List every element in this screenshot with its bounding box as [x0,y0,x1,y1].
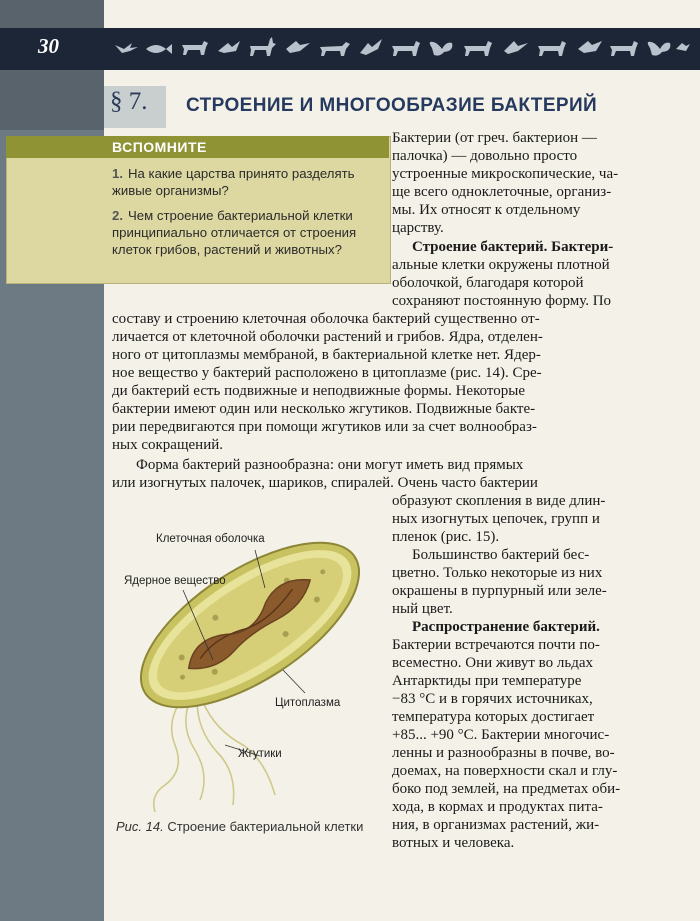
quadruped-icon [182,41,208,55]
body-line: боко под землей, на предметах оби- [392,781,621,797]
quadruped-icon [538,41,566,56]
body-line-heading: Распространение бактерий. [412,619,600,635]
figure-caption [116,818,376,836]
bacterial-cell-illustration [105,520,395,820]
body-line: ния, в организмах растений, жи- [392,817,600,833]
bird-icon [360,39,382,55]
quadruped-icon [392,41,420,56]
label-flagella: Жгутики [238,748,282,760]
body-line: ных сокращений. [112,437,223,453]
body-line: ное вещество у бактерий расположено в цитоплазме (рис. 14). Сре- [112,365,542,381]
body-line: доемах, на поверхности скал и глу- [392,763,618,779]
body-line: или изогнутых палочек, шариков, спиралей. Очень часто бактерии [112,475,538,491]
body-line: ный цвет. [392,601,453,617]
butterfly-icon [648,42,671,56]
recall-question [112,165,367,199]
recall-title: ВСПОМНИТЕ [112,139,207,155]
bird-icon [504,41,528,54]
body-line: всеместно. Они живут во льдах [392,655,594,671]
figure-caption-prefix: Рис. 14. [116,819,164,834]
bird-icon [115,43,138,53]
butterfly-icon [430,42,453,56]
page-number: 30 [38,34,59,58]
deer-icon [250,37,276,56]
body-line-heading: Строение бактерий. Бактери- [412,239,614,255]
body-line: ных изогнутых цепочек, групп и [392,511,600,527]
body-line: −83 °С и в горячих источниках, [392,691,593,707]
quadruped-icon [610,41,638,56]
body-line: Форма бактерий разнообразна: они могут иметь вид прямых [136,457,524,473]
body-line: образуют скопления в виде длин- [392,493,606,509]
section-title: СТРОЕНИЕ И МНОГООБРАЗИЕ БАКТЕРИЙ [186,95,598,116]
quadruped-icon [464,41,492,56]
body-line: +85... +90 °С. Бактерии многочис- [392,727,610,743]
body-line: ще всего одноклеточные, организ- [392,184,612,200]
fish-icon [146,44,172,54]
body-line: устроенные микроскопические, ча- [392,166,619,182]
body-line: царству. [392,220,444,236]
figure-caption-text: Строение бактериальной клетки [167,819,364,834]
section-number: § 7. [110,88,148,115]
body-line: цветно. Только некоторые из них [392,565,603,581]
body-line: Бактерии встречаются почти по- [392,637,600,653]
recall-question-text: Чем строение бактериальной клетки принципиально отличается от строения клеток грибов, растений и животных? [112,208,357,257]
body-line: сохраняют постоянную форму. По [392,293,612,309]
body-line: температура которых достигает [392,709,595,725]
body-line: составу и строению клеточная оболочка бактерий существенно от- [112,311,540,327]
quadruped-icon [320,42,350,56]
recall-question [112,207,374,258]
bird-icon [218,41,240,53]
label-nuclear-matter: Ядерное вещество [124,575,226,587]
body-line: оболочкой, благодаря которой [392,275,584,291]
recall-question-number: 1. [112,166,123,181]
bird-icon [286,41,310,53]
body-line: палочка) — довольно просто [392,148,578,164]
bird-icon [676,43,690,51]
body-line: Большинство бактерий бес- [412,547,590,563]
body-line: окрашены в пурпурный или зеле- [392,583,607,599]
body-line: бактерии имеют один или несколько жгутиков. Подвижные бакте- [112,401,536,417]
body-line: ленны и разнообразны в почве, во- [392,745,615,761]
body-line: хода, в кормах и продуктах пита- [392,799,603,815]
body-line: альные клетки окружены плотной [392,257,610,273]
body-line: вотных и человека. [392,835,515,851]
body-line: Бактерии (от греч. бактерион — [392,130,597,146]
bird-icon [578,41,602,53]
body-line: личается от клеточной оболочки растений и грибов. Ядра, отделен- [112,329,543,345]
body-line: Антарктиды при температуре [392,673,582,689]
recall-question-text: На какие царства принято разделять живые организмы? [112,166,355,198]
body-line: рии передвигаются при помощи жгутиков или за счет волнообраз- [112,419,537,435]
body-line: пленок (рис. 15). [392,529,500,545]
body-line: ди бактерий есть подвижные и неподвижные формы. Некоторые [112,383,526,399]
animal-silhouettes-decoration [110,31,690,65]
recall-question-number: 2. [112,208,123,223]
label-cytoplasm: Цитоплазма [275,697,341,709]
body-line: ного от цитоплазмы мембраной, в бактериальной клетке нет. Ядер- [112,347,541,363]
body-line: мы. Их относят к отдельному [392,202,581,218]
label-cell-wall: Клеточная оболочка [156,533,265,545]
